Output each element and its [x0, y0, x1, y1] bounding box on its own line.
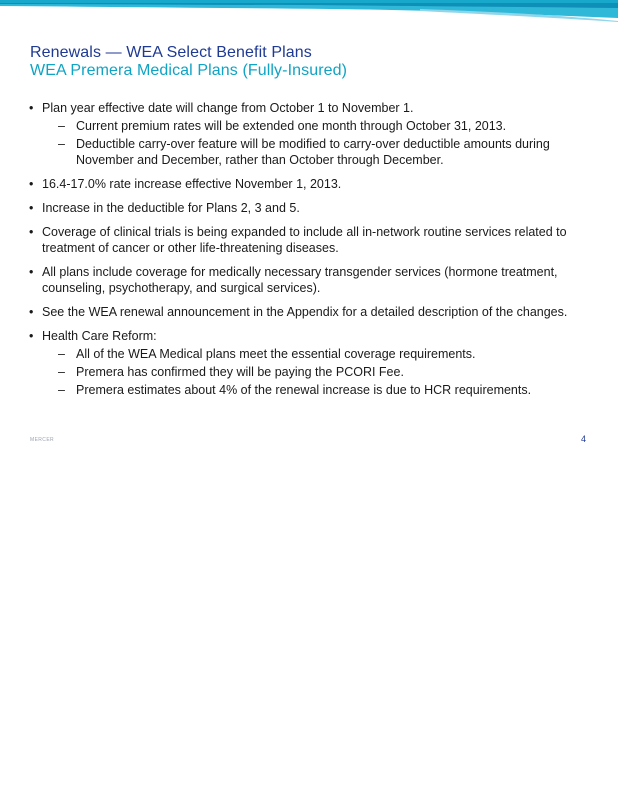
sub-bullet-text: Deductible carry-over feature will be modified to carry-over deductible amounts during November and December, rather than October through December.: [76, 137, 550, 167]
bullet-marker: •: [29, 329, 34, 343]
bullet-item: [28, 176, 588, 192]
slide-subtitle: WEA Premera Medical Plans (Fully-Insured): [30, 62, 348, 79]
dash-marker: –: [58, 119, 65, 133]
sub-bullet-text: Premera estimates about 4% of the renewal increase is due to HCR requirements.: [76, 383, 532, 397]
bullet-item: [28, 100, 588, 168]
bullet-text: Plan year effective date will change from October 1 to November 1.: [42, 101, 414, 115]
bullet-list: [28, 100, 588, 406]
sub-bullet-item: [42, 346, 588, 362]
slide-title: Renewals — WEA Select Benefit Plans: [30, 44, 312, 61]
sub-bullet-text: All of the WEA Medical plans meet the essential coverage requirements.: [76, 347, 476, 361]
bullet-marker: •: [29, 101, 34, 115]
bullet-item: [28, 328, 588, 398]
sub-bullet-item: [42, 136, 588, 168]
header-wave-band: [0, 0, 618, 22]
bullet-text: All plans include coverage for medically necessary transgender services (hormone treatment, counseling, psychotherapy, and surgical services).: [42, 265, 558, 295]
sub-bullet-list: [42, 118, 588, 168]
bullet-text: Coverage of clinical trials is being expanded to include all in-network routine services related to treatment of cancer or other life-threatening diseases.: [42, 225, 567, 255]
header-wave-graphic: [0, 0, 618, 22]
bullet-item: [28, 264, 588, 296]
sub-bullet-text: Current premium rates will be extended one month through October 31, 2013.: [76, 119, 507, 133]
bullet-text: Health Care Reform:: [42, 329, 157, 343]
sub-bullet-list: [42, 346, 588, 398]
bullet-marker: •: [29, 265, 34, 279]
footer-brand: MERCER: [30, 437, 55, 443]
bullet-text: Increase in the deductible for Plans 2, 3 and 5.: [42, 201, 300, 215]
dash-marker: –: [58, 365, 65, 379]
bullet-item: [28, 304, 588, 320]
bullet-marker: •: [29, 305, 34, 319]
dash-marker: –: [58, 347, 65, 361]
page-number: 4: [581, 434, 587, 444]
bullet-text: 16.4-17.0% rate increase effective November 1, 2013.: [42, 177, 342, 191]
sub-bullet-item: [42, 382, 588, 398]
bullet-marker: •: [29, 225, 34, 239]
sub-bullet-item: [42, 364, 588, 380]
dash-marker: –: [58, 137, 65, 151]
bullet-marker: •: [29, 177, 34, 191]
bullet-item: [28, 224, 588, 256]
dash-marker: –: [58, 383, 65, 397]
bullet-item: [28, 200, 588, 216]
sub-bullet-text: Premera has confirmed they will be paying the PCORI Fee.: [76, 365, 404, 379]
sub-bullet-item: [42, 118, 588, 134]
bullet-marker: •: [29, 201, 34, 215]
bullet-text: See the WEA renewal announcement in the Appendix for a detailed description of the changes.: [42, 305, 568, 319]
